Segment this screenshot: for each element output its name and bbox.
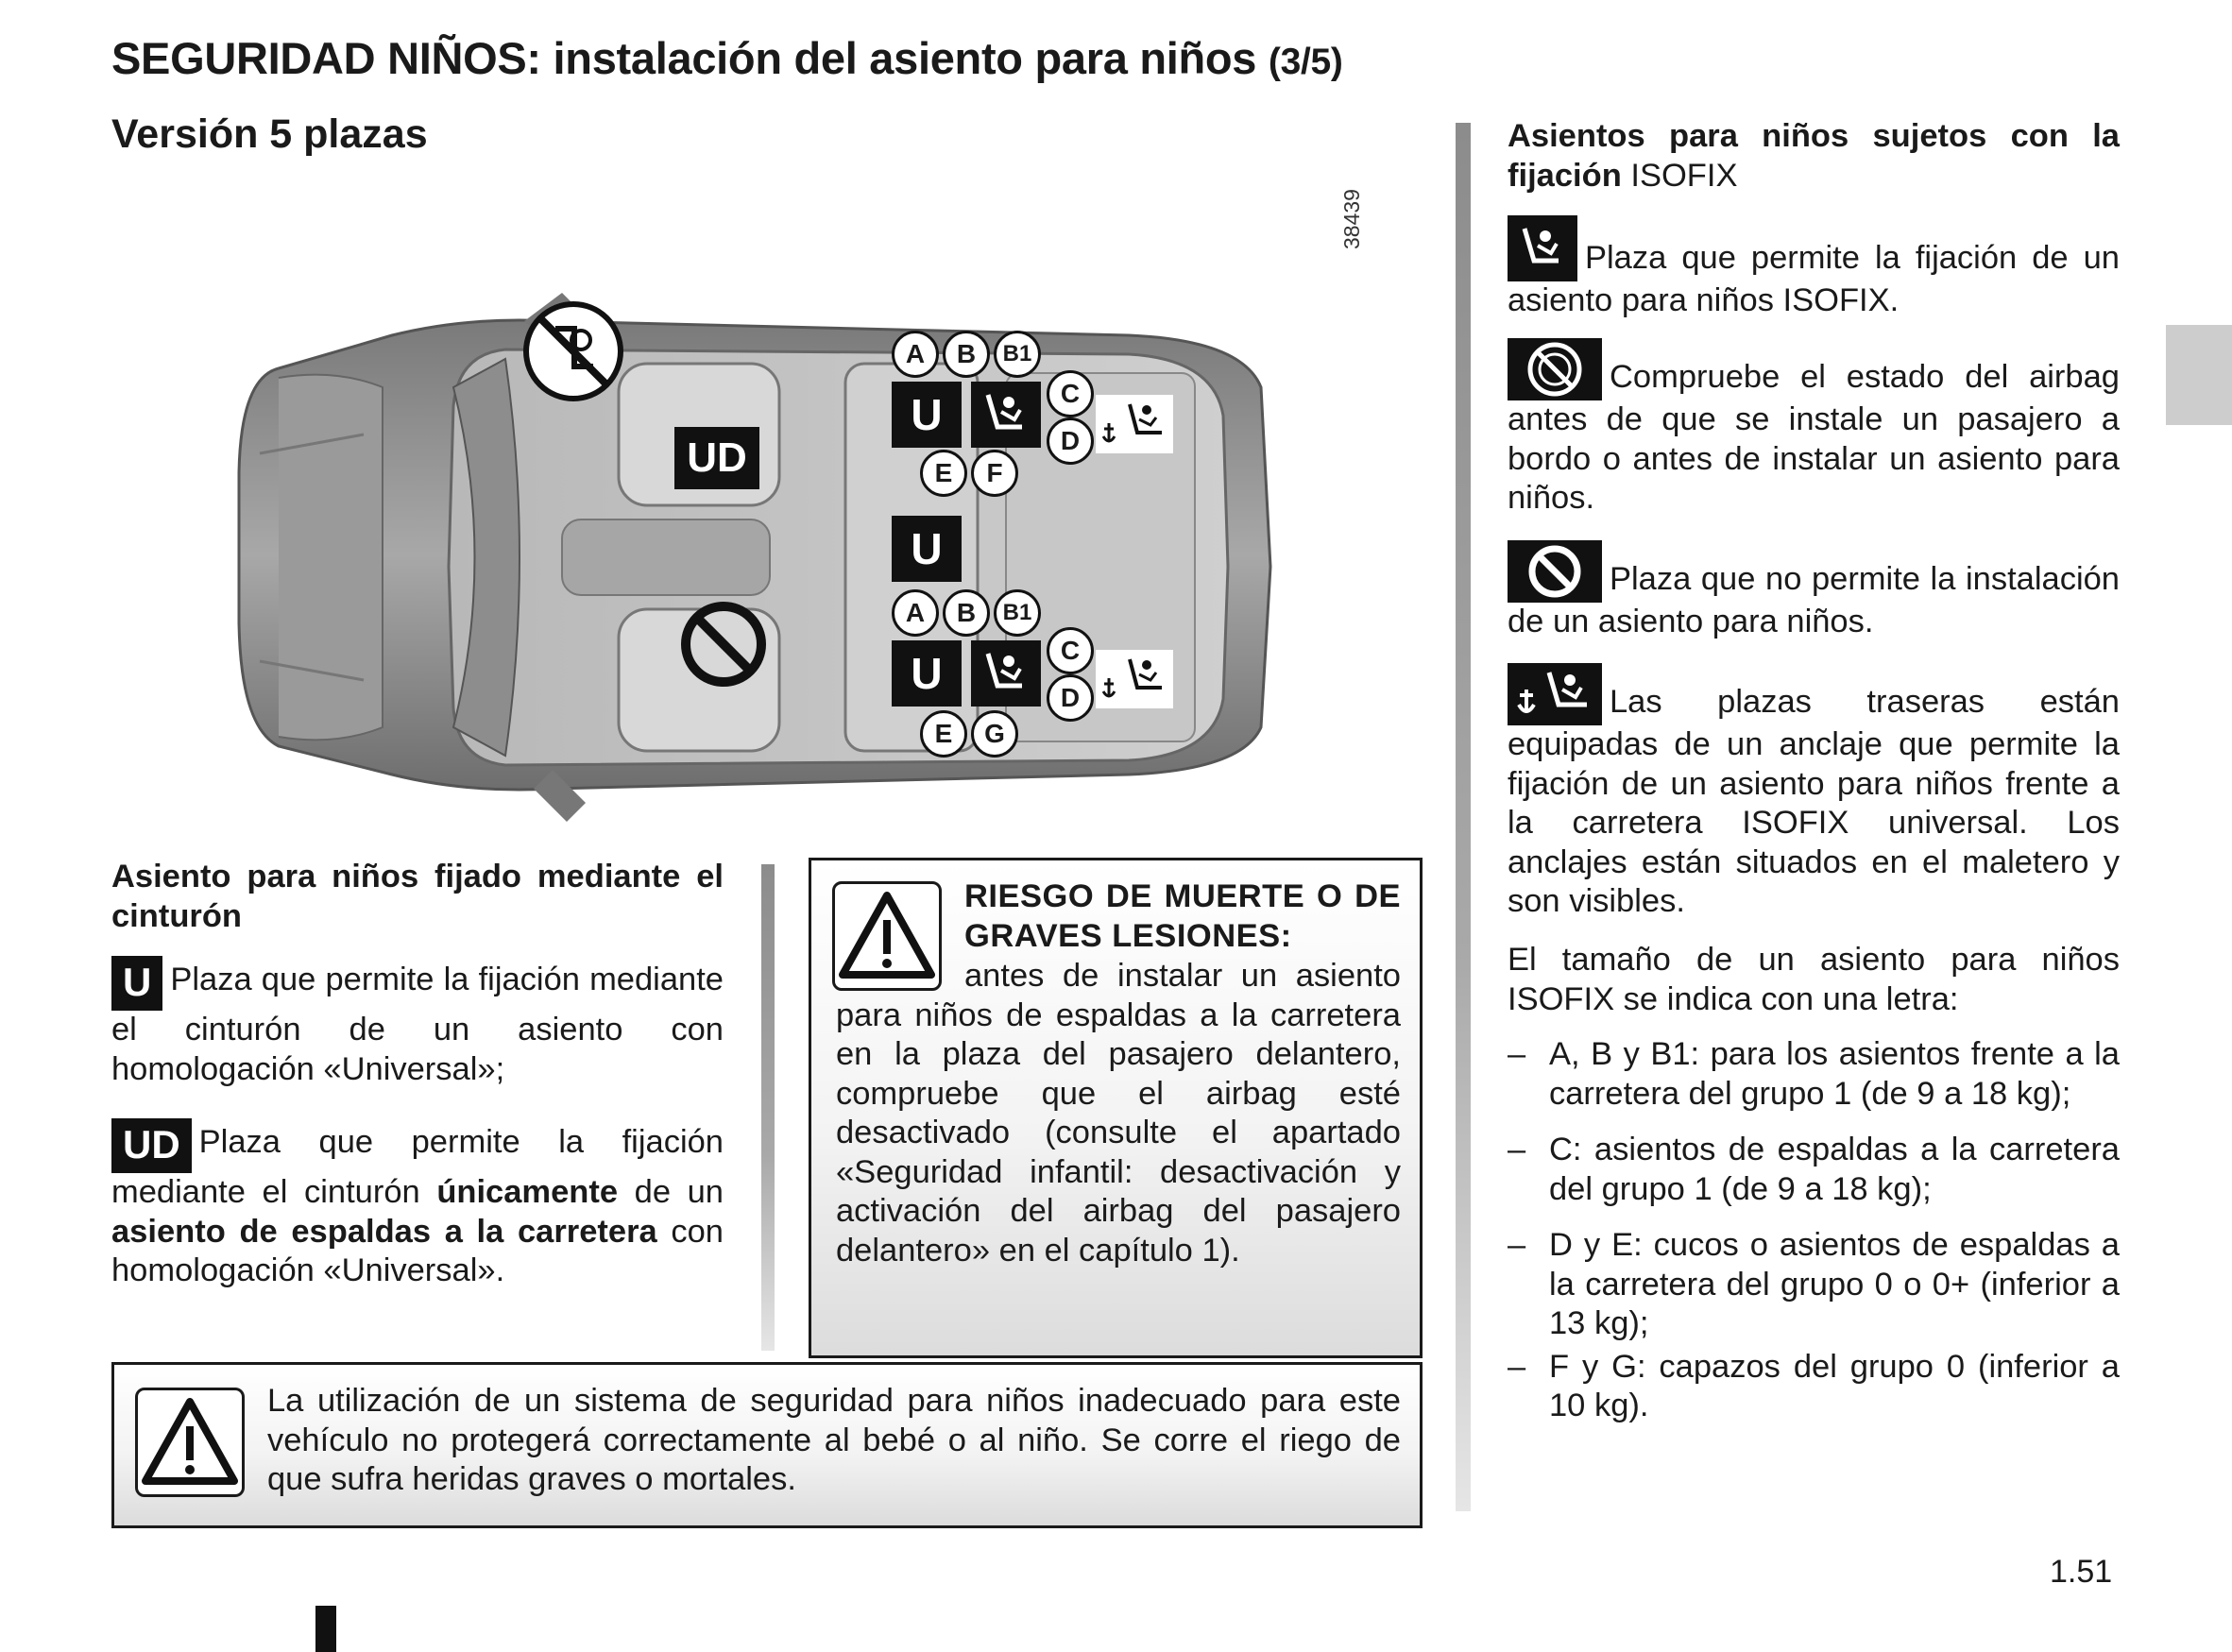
lower-isofix-icon (971, 640, 1041, 707)
isofix-seat-paragraph (1508, 215, 2120, 321)
airbag-no-rear-seat-icon (522, 300, 624, 402)
isofix-seat-icon (1508, 215, 1577, 281)
ud-text-2: de un (618, 1174, 724, 1210)
ud-text-3: con homologación «Universal». (111, 1213, 724, 1288)
list-item: – D y E: cucos o asientos de espaldas a la carretera del grupo 0 o 0+ (inferior a 13 kg); (1508, 1226, 2120, 1344)
upper-isofix-anchor-icon (1096, 395, 1173, 453)
right-column-bar (1456, 123, 1471, 1511)
upper-rear-size-row (892, 331, 1041, 378)
diagram-ref-number: 38439 (1339, 189, 1364, 249)
chapter-tab (2166, 325, 2232, 425)
car-seat-diagram (222, 283, 1289, 831)
bottom-warning-box (111, 1362, 1423, 1528)
size-letter-c: C (1047, 627, 1094, 674)
forbidden-seat-text: Plaza que no permite la instalación de un asiento para niños. (1508, 561, 2120, 639)
page-title-text: SEGURIDAD NIÑOS: instalación del asiento para niños (111, 33, 1257, 83)
size-letter-b1: B1 (994, 331, 1041, 378)
isofix-seat-text: Plaza que permite la fijación de un asiento para niños ISOFIX. (1508, 240, 2120, 318)
airbag-check-icon (1508, 338, 1602, 400)
ud-text-bold-2: asiento de espaldas a la carretera (111, 1213, 657, 1250)
u-description: Plaza que permite la fijación mediante el cinturón de un asiento con homologación «Universal»; (111, 962, 724, 1087)
belt-section-heading: Asiento para niños fijado mediante el cinturón (111, 859, 724, 934)
ud-badge: UD (111, 1118, 192, 1173)
no-child-seat-icon (680, 601, 767, 688)
size-list (1508, 1035, 2120, 1426)
size-letter-d: D (1047, 674, 1094, 722)
list-item: – F y G: capazos del grupo 0 (inferior a 10 kg). (1508, 1348, 2120, 1426)
isofix-heading-bold: Asientos para niños sujetos con la fijación (1508, 118, 2120, 194)
size-letter-b: B (943, 589, 990, 637)
belt-u-paragraph (111, 956, 724, 1089)
anchor-paragraph (1508, 663, 2120, 922)
middle-rear-u-badge: U (892, 516, 962, 582)
front-seat-ud-badge: UD (674, 427, 759, 489)
list-item: – A, B y B1: para los asientos frente a la carretera del grupo 1 (de 9 a 18 kg); (1508, 1035, 2120, 1114)
isofix-heading (1508, 117, 2120, 196)
warning-icon (135, 1388, 245, 1497)
section-subtitle: Versión 5 plazas (111, 111, 428, 157)
ud-text-1: Plaza que permite la fijación mediante el cinturón (111, 1124, 724, 1210)
size-letter-d: D (1047, 417, 1094, 465)
page-part: (3/5) (1268, 42, 1343, 82)
list-item: – C: asientos de espaldas a la carretera del grupo 1 (de 9 a 18 kg); (1508, 1131, 2120, 1209)
airbag-check-text: Compruebe el estado del airbag antes de que se instale un pasajero a bordo o antes de instalar un asiento para niños. (1508, 359, 2120, 516)
size-letter-c: C (1047, 370, 1094, 417)
size-letter-e: E (920, 710, 967, 758)
size-letter-a: A (892, 331, 939, 378)
left-column-bar (761, 864, 775, 1351)
isofix-heading-plain: ISOFIX (1621, 157, 1738, 194)
risk-warning-box (809, 858, 1423, 1358)
lower-isofix-anchor-icon (1096, 650, 1173, 708)
risk-heading: RIESGO DE MUERTE O DE GRAVES LESIONES: (964, 878, 1401, 954)
size-letter-f: F (971, 450, 1018, 497)
page-title (111, 32, 1343, 84)
anchor-text: Las plazas traseras están equipadas de un anclaje que permite la fijación de un asiento para niños frente a la carretera ISOFIX universal. Los anclajes están situados en el maletero y son visibles. (1508, 684, 2120, 919)
risk-text: antes de instalar un asiento para niños de espaldas a la carretera en la plaza del pasajero delantero, compruebe que el airbag esté desactivado (consulte el apartado «Seguridad infantil: desactivación y activación del airbag del pasajero delantero» en el capítulo 1). (836, 958, 1401, 1269)
footer-mark (315, 1606, 336, 1652)
isofix-anchor-icon (1508, 663, 1602, 725)
upper-bottom-letters (920, 450, 1018, 497)
lower-bottom-letters (920, 710, 1018, 758)
airbag-check-paragraph (1508, 338, 2120, 519)
bottom-warning-text: La utilización de un sistema de seguridad para niños inadecuado para este vehículo no protegerá correctamente al bebé o al niño. Se corre el riego de que sufra heridas graves o mortales. (267, 1383, 1401, 1497)
upper-rear-u-badge: U (892, 382, 962, 448)
size-letter-a: A (892, 589, 939, 637)
ud-text-bold-1: únicamente (436, 1174, 619, 1210)
belt-ud-paragraph (111, 1118, 724, 1291)
lower-rear-u-badge: U (892, 640, 962, 707)
lower-rear-size-row (892, 589, 1041, 637)
forbidden-seat-icon (1508, 540, 1602, 603)
page-number: 1.51 (2050, 1554, 2113, 1590)
size-letter-b: B (943, 331, 990, 378)
size-letter-g: G (971, 710, 1018, 758)
size-letter-b1: B1 (994, 589, 1041, 637)
size-list-wrapper (1508, 1035, 2120, 1443)
size-letter-e: E (920, 450, 967, 497)
forbidden-seat-paragraph (1508, 540, 2120, 642)
upper-isofix-icon (971, 382, 1041, 448)
u-badge: U (111, 956, 162, 1011)
size-intro: El tamaño de un asiento para niños ISOFIX se indica con una letra: (1508, 942, 2120, 1017)
